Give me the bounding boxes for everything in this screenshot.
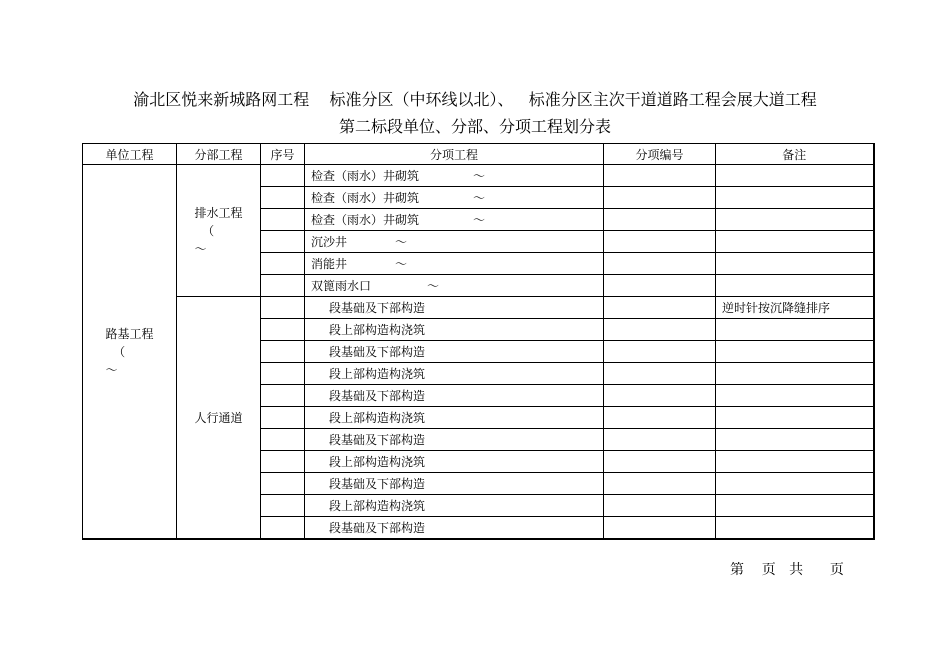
item-code-cell <box>604 495 716 517</box>
item-cell: 段上部构造构浇筑 <box>305 451 604 473</box>
item-cell: 段基础及下部构造 <box>305 341 604 363</box>
item-code-cell <box>604 517 716 540</box>
item-tilde: ～ <box>473 191 486 205</box>
item-cell <box>305 253 604 275</box>
unit-project-tilde: ～ <box>105 362 118 377</box>
passage-cell: 人行通道 <box>177 297 261 540</box>
seq-cell <box>261 209 305 231</box>
unit-project-name: 路基工程 <box>105 326 154 341</box>
remark-cell <box>716 319 874 341</box>
remark-cell <box>716 385 874 407</box>
item-name: 消能井 <box>311 257 348 271</box>
item-code-cell <box>604 209 716 231</box>
item-cell: 段上部构造构浇筑 <box>305 495 604 517</box>
item-code-cell <box>604 429 716 451</box>
remark-cell: 逆时针按沉降缝排序 <box>716 297 874 319</box>
item-cell <box>305 209 604 231</box>
table-row <box>83 165 874 187</box>
header-remark: 备注 <box>716 144 874 165</box>
document-subtitle: 第二标段单位、分部、分项工程划分表 <box>338 117 611 136</box>
seq-cell <box>261 253 305 275</box>
item-code-cell <box>604 231 716 253</box>
seq-cell <box>261 165 305 187</box>
remark-cell <box>716 275 874 297</box>
remark-cell <box>716 407 874 429</box>
item-name: 沉沙井 <box>311 235 348 249</box>
remark-cell <box>716 231 874 253</box>
item-code-cell <box>604 407 716 429</box>
remark-cell <box>716 517 874 540</box>
item-tilde: ～ <box>473 213 486 227</box>
header-item-code: 分项编号 <box>604 144 716 165</box>
unit-project-paren: （ <box>113 344 126 359</box>
item-cell: 段基础及下部构造 <box>305 385 604 407</box>
drainage-tilde: ～ <box>194 241 207 256</box>
seq-cell <box>261 429 305 451</box>
drainage-name: 排水工程 <box>194 205 243 220</box>
item-tilde: ～ <box>395 257 408 271</box>
unit-project-cell <box>83 165 177 540</box>
seq-cell <box>261 407 305 429</box>
remark-cell <box>716 341 874 363</box>
remark-cell <box>716 363 874 385</box>
item-code-cell <box>604 385 716 407</box>
seq-cell <box>261 341 305 363</box>
item-tilde: ～ <box>427 279 440 293</box>
header-seq: 序号 <box>261 144 305 165</box>
item-cell <box>305 187 604 209</box>
item-cell: 段基础及下部构造 <box>305 473 604 495</box>
item-cell <box>305 231 604 253</box>
seq-cell <box>261 187 305 209</box>
item-cell: 段上部构造构浇筑 <box>305 363 604 385</box>
item-code-cell <box>604 473 716 495</box>
item-name: 检查（雨水）井砌筑 <box>311 169 420 183</box>
seq-cell <box>261 275 305 297</box>
seq-cell <box>261 297 305 319</box>
document-title: 渝北区悦来新城路网工程 标准分区（中环线以北）、 标准分区主次干道道路工程会展大道工程 <box>133 90 817 109</box>
item-cell: 段上部构造构浇筑 <box>305 319 604 341</box>
remark-cell <box>716 495 874 517</box>
remark-cell <box>716 209 874 231</box>
item-code-cell <box>604 275 716 297</box>
remark-cell <box>716 253 874 275</box>
item-code-cell <box>604 297 716 319</box>
seq-cell <box>261 231 305 253</box>
item-cell: 段基础及下部构造 <box>305 297 604 319</box>
remark-cell <box>716 187 874 209</box>
item-code-cell <box>604 253 716 275</box>
item-cell: 段基础及下部构造 <box>305 517 604 540</box>
item-name: 双篦雨水口 <box>311 279 372 293</box>
header-unit-project: 单位工程 <box>83 144 177 165</box>
seq-cell <box>261 517 305 540</box>
table-header-row <box>83 144 874 165</box>
remark-cell <box>716 473 874 495</box>
item-code-cell <box>604 341 716 363</box>
item-code-cell <box>604 363 716 385</box>
page-counter: 第 页 共 页 <box>730 562 844 578</box>
item-cell <box>305 165 604 187</box>
item-code-cell <box>604 319 716 341</box>
header-division: 分部工程 <box>177 144 261 165</box>
item-cell <box>305 275 604 297</box>
remark-cell <box>716 451 874 473</box>
remark-cell <box>716 165 874 187</box>
header-item: 分项工程 <box>305 144 604 165</box>
drainage-paren: （ <box>202 223 215 238</box>
seq-cell <box>261 473 305 495</box>
item-cell: 段基础及下部构造 <box>305 429 604 451</box>
seq-cell <box>261 451 305 473</box>
remark-cell <box>716 429 874 451</box>
item-code-cell <box>604 451 716 473</box>
item-code-cell <box>604 187 716 209</box>
item-name: 检查（雨水）井砌筑 <box>311 213 420 227</box>
item-cell: 段上部构造构浇筑 <box>305 407 604 429</box>
seq-cell <box>261 385 305 407</box>
seq-cell <box>261 319 305 341</box>
item-tilde: ～ <box>395 235 408 249</box>
table-row <box>83 297 874 319</box>
item-name: 检查（雨水）井砌筑 <box>311 191 420 205</box>
seq-cell <box>261 495 305 517</box>
division-table <box>82 143 875 540</box>
item-code-cell <box>604 165 716 187</box>
seq-cell <box>261 363 305 385</box>
drainage-cell <box>177 165 261 297</box>
item-tilde: ～ <box>473 169 486 183</box>
